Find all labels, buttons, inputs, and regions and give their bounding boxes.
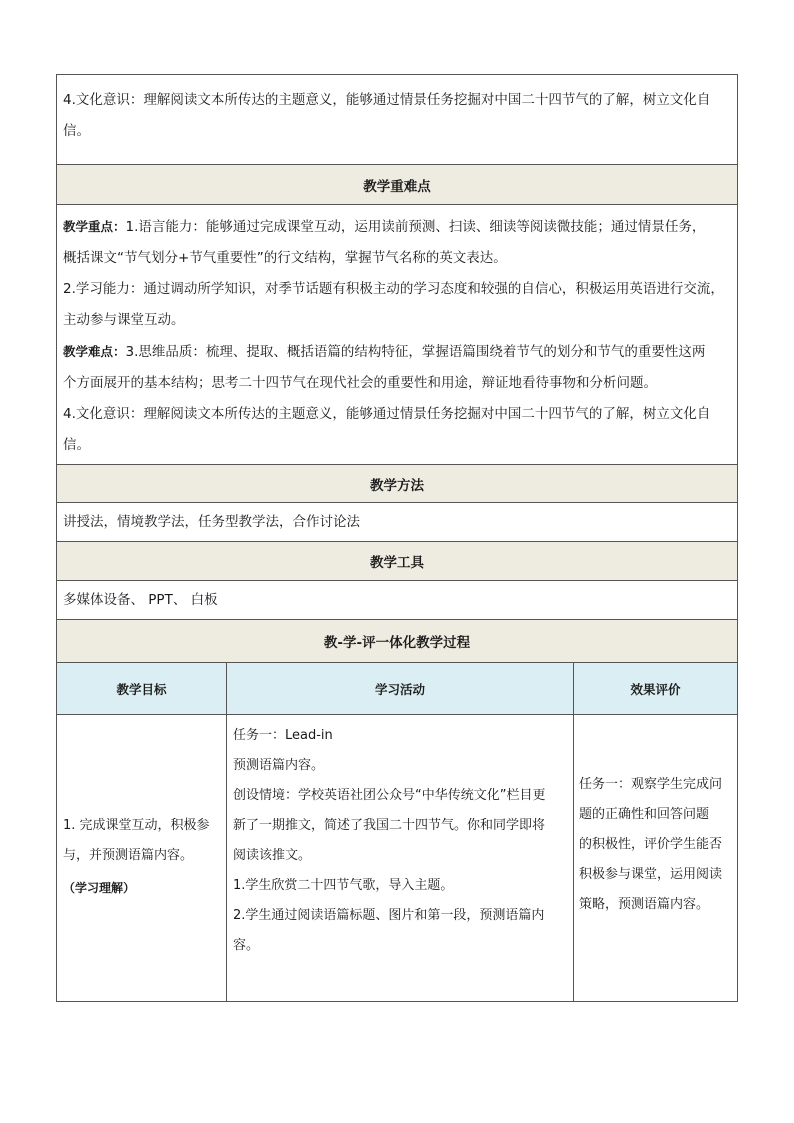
activity-line: 1.学生欣赏二十四节气歌，导入主题。 (233, 878, 454, 893)
activity-line: 新了一期推文，简述了我国二十四节气。你和同学即将 (233, 818, 546, 833)
methods-text: 讲授法，情境教学法，任务型教学法，合作讨论法 (63, 513, 360, 530)
culture-line-2: 信。 (63, 123, 90, 139)
evaluation-line: 任务一：观察学生完成问 (579, 777, 723, 792)
key-points-cell (57, 205, 738, 465)
methods-cell (57, 503, 738, 542)
key-points-header: 教学重难点 (57, 165, 738, 205)
tools-text: 多媒体设备、 PPT、 白板 (63, 591, 218, 608)
methods-header: 教学方法 (57, 465, 738, 503)
activity-line: 预测语篇内容。 (233, 758, 325, 773)
lesson-plan-document (56, 74, 737, 1002)
column-header-activities: 学习活动 (227, 663, 574, 715)
activity-line: 容。 (233, 938, 260, 953)
difficult-point-lead: 教学难点： (63, 344, 126, 359)
activity-line: 创设情境：学校英语社团公众号“中华传统文化”栏目更 (233, 788, 546, 803)
culture-awareness-cell (57, 75, 738, 165)
key-point-2-line-2: 主动参与课堂互动。 (63, 312, 185, 328)
key-point-1-line-1 (57, 211, 737, 243)
key-point-1-text: 1.语言能力：能够通过完成课堂互动，运用读前预测、扫读、细读等阅读微技能；通过情景任务， (125, 219, 706, 235)
difficult-point-line-2: 个方面展开的基本结构；思考二十四节气在现代社会的重要性和用途，辩证地看待事物和分析问题。 (63, 375, 657, 391)
key-point-lead: 教学重点： (63, 219, 126, 234)
difficult-point-line-1 (57, 336, 737, 368)
goal-tag: （学习理解） (63, 881, 136, 895)
key-point-1-line-2: 概括课文“节气划分+节气重要性”的行文结构，掌握节气名称的英文表达。 (63, 250, 507, 266)
evaluation-line: 题的正确性和回答问题 (579, 807, 710, 822)
key-point-2-line-1: 2.学习能力：通过调动所学知识，对季节话题有积极主动的学习态度和较强的自信心，积极运用英语进行交流， (63, 281, 724, 297)
evaluation-cell (574, 715, 738, 1002)
column-header-goals: 教学目标 (57, 663, 227, 715)
culture-line-1: 4.文化意识：理解阅读文本所传达的主题意义，能够通过情景任务挖掘对中国二十四节气的了解，树立文化自 (63, 92, 711, 108)
activity-cell (227, 715, 574, 1002)
evaluation-line: 的积极性，评价学生能否 (579, 837, 723, 852)
process-header: 教-学-评一体化教学过程 (57, 620, 738, 663)
column-header-evaluation: 效果评价 (574, 663, 738, 715)
evaluation-line: 策略，预测语篇内容。 (579, 897, 710, 912)
goal-line-1: 1. 完成课堂互动，积极参 (63, 818, 210, 833)
evaluation-line: 积极参与课堂，运用阅读 (579, 867, 723, 882)
tools-header: 教学工具 (57, 542, 738, 581)
key-point-4-line-1: 4.文化意识：理解阅读文本所传达的主题意义，能够通过情景任务挖掘对中国二十四节气的了解，树立文化自 (63, 406, 711, 422)
key-point-4-line-2: 信。 (63, 437, 90, 453)
activity-line: 2.学生通过阅读语篇标题、图片和第一段，预测语篇内 (233, 908, 545, 923)
goal-line-2: 与，并预测语篇内容。 (63, 848, 194, 863)
lesson-plan-table (56, 74, 738, 1002)
goal-cell (57, 715, 227, 1002)
activity-line: 任务一：Lead-in (233, 728, 333, 743)
difficult-point-text: 3.思维品质：梳理、提取、概括语篇的结构特征，掌握语篇围绕着节气的划分和节气的重要性这两 (125, 344, 706, 360)
activity-line: 阅读该推文。 (233, 848, 312, 863)
tools-cell (57, 581, 738, 620)
